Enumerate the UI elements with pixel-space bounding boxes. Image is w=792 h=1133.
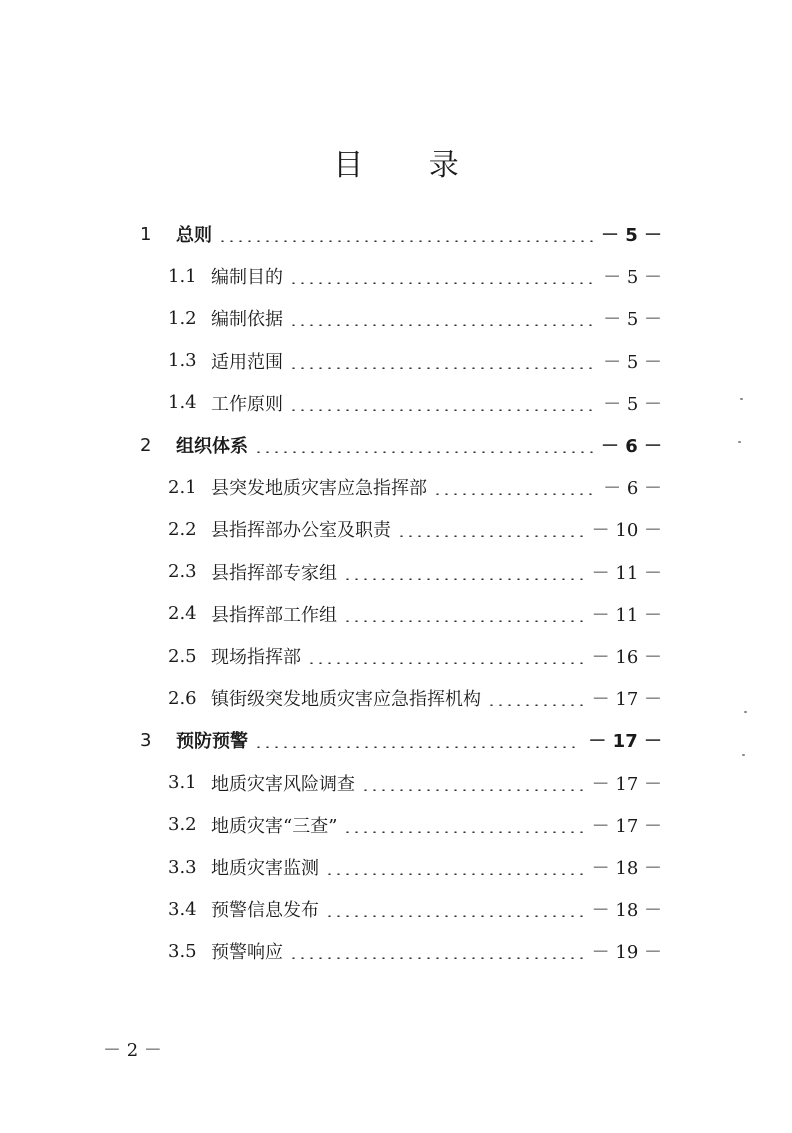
- toc-entry-number: 1.1: [168, 265, 197, 287]
- toc-section-row: [0, 382, 792, 424]
- toc-section-row: [0, 635, 792, 677]
- toc-entry-number: 3.3: [168, 856, 197, 878]
- toc-dot-leader: [289, 324, 595, 326]
- toc-page-number: － 5 －: [603, 393, 662, 415]
- toc-page-number: － 5 －: [603, 351, 662, 373]
- toc-page-number: － 16 －: [591, 647, 662, 668]
- toc-dot-leader: [343, 620, 584, 622]
- toc-entry-number: 2.6: [168, 687, 197, 709]
- toc-entry-title: 组织体系: [176, 436, 248, 457]
- toc-page-number: － 17 －: [588, 731, 662, 753]
- toc-entry-title: 预警信息发布: [211, 900, 319, 922]
- toc-dot-leader: [218, 240, 593, 242]
- toc-section-row: [0, 762, 792, 804]
- toc-dot-leader: [325, 873, 584, 875]
- toc-page-number: － 6 －: [603, 478, 662, 500]
- toc-page-number: － 17 －: [591, 773, 662, 795]
- toc-section-row: [0, 255, 792, 297]
- toc-chapter-row: [0, 719, 792, 761]
- toc-entry-number: 2.1: [168, 476, 197, 498]
- toc-entry-number: 2.5: [168, 645, 197, 667]
- toc-section-row: [0, 551, 792, 593]
- toc-page-number: － 10 －: [591, 520, 662, 542]
- toc-chapter-row: [0, 213, 792, 255]
- toc-title: 目 录: [333, 148, 487, 183]
- toc-dot-leader: [289, 282, 595, 284]
- scan-speck: [742, 754, 745, 756]
- page-number-footer: － 2 －: [103, 1040, 162, 1061]
- toc-section-row: [0, 508, 792, 550]
- toc-section-row: [0, 593, 792, 635]
- toc-entry-title: 地质灾害风险调查: [211, 773, 355, 795]
- toc-section-row: [0, 297, 792, 339]
- scan-speck: [740, 398, 743, 400]
- toc-entry-title: 镇街级突发地质灾害应急指挥机构: [211, 689, 481, 711]
- toc-entry-title: 总则: [176, 225, 212, 246]
- toc-page-number: － 11 －: [591, 562, 662, 584]
- toc-dot-leader: [289, 957, 584, 959]
- toc-dot-leader: [289, 367, 595, 369]
- toc-entry-number: 2.4: [168, 603, 197, 625]
- toc-section-row: [0, 846, 792, 888]
- toc-entry-title: 地质灾害“三查”: [211, 815, 338, 837]
- toc-entry-number: 3: [140, 729, 152, 751]
- toc-section-row: [0, 888, 792, 930]
- toc-section-row: [0, 677, 792, 719]
- toc-entry-title: 预警响应: [211, 942, 283, 964]
- toc-dot-leader: [307, 662, 584, 664]
- toc-entry-number: 1: [140, 223, 152, 245]
- toc-page-number: － 5 －: [603, 309, 662, 331]
- toc-entry-title: 县指挥部工作组: [211, 604, 337, 626]
- toc-dot-leader: [433, 493, 595, 495]
- toc-page-number: － 11 －: [591, 604, 662, 626]
- toc-entry-number: 1.2: [168, 307, 197, 329]
- toc-entry-title: 地质灾害监测: [211, 858, 319, 879]
- toc-entry-number: 3.5: [168, 940, 197, 962]
- toc-section-row: [0, 930, 792, 972]
- toc-entry-title: 现场指挥部: [211, 647, 301, 668]
- toc-entry-number: 3.1: [168, 772, 197, 794]
- toc-entry-number: 2.3: [168, 561, 197, 583]
- toc-entry-number: 1.3: [168, 350, 197, 372]
- toc-dot-leader: [361, 789, 584, 791]
- toc-page-number: － 5 －: [600, 225, 662, 246]
- toc-dot-leader: [289, 409, 595, 411]
- toc-dot-leader: [397, 535, 584, 537]
- toc-section-row: [0, 804, 792, 846]
- toc-entry-title: 县指挥部办公室及职责: [211, 520, 391, 542]
- toc-dot-leader: [343, 831, 583, 833]
- toc-entry-number: 3.4: [168, 898, 197, 920]
- toc-dot-leader: [254, 746, 580, 748]
- toc-entry-title: 工作原则: [211, 393, 283, 415]
- toc-page-number: － 18 －: [591, 858, 662, 879]
- toc-section-row: [0, 340, 792, 382]
- toc-page-number: － 19 －: [591, 942, 662, 964]
- toc-entry-number: 2.2: [168, 518, 197, 540]
- toc-entry-title: 编制依据: [211, 309, 283, 331]
- toc-page-number: － 17 －: [591, 689, 662, 711]
- toc-page-number: － 5 －: [603, 267, 662, 289]
- toc-chapter-row: [0, 424, 792, 466]
- toc-entry-title: 适用范围: [211, 351, 283, 373]
- toc-page-number: － 18 －: [591, 900, 662, 922]
- toc-section-row: [0, 466, 792, 508]
- toc-entry-title: 编制目的: [211, 267, 283, 289]
- toc-entry-number: 2: [140, 434, 152, 456]
- toc-dot-leader: [254, 451, 593, 453]
- scan-speck: [738, 441, 741, 443]
- scan-speck: [744, 711, 747, 713]
- toc-dot-leader: [487, 704, 584, 706]
- toc-page-number: － 6 －: [600, 436, 662, 457]
- toc-entry-title: 县突发地质灾害应急指挥部: [211, 478, 427, 500]
- toc-entry-number: 3.2: [168, 814, 197, 836]
- toc-entry-title: 预防预警: [176, 731, 248, 753]
- toc-dot-leader: [325, 915, 584, 917]
- toc-page-number: － 17 －: [591, 815, 662, 837]
- toc-dot-leader: [343, 578, 584, 580]
- toc-entry-number: 1.4: [168, 392, 197, 414]
- toc-entry-title: 县指挥部专家组: [211, 562, 337, 584]
